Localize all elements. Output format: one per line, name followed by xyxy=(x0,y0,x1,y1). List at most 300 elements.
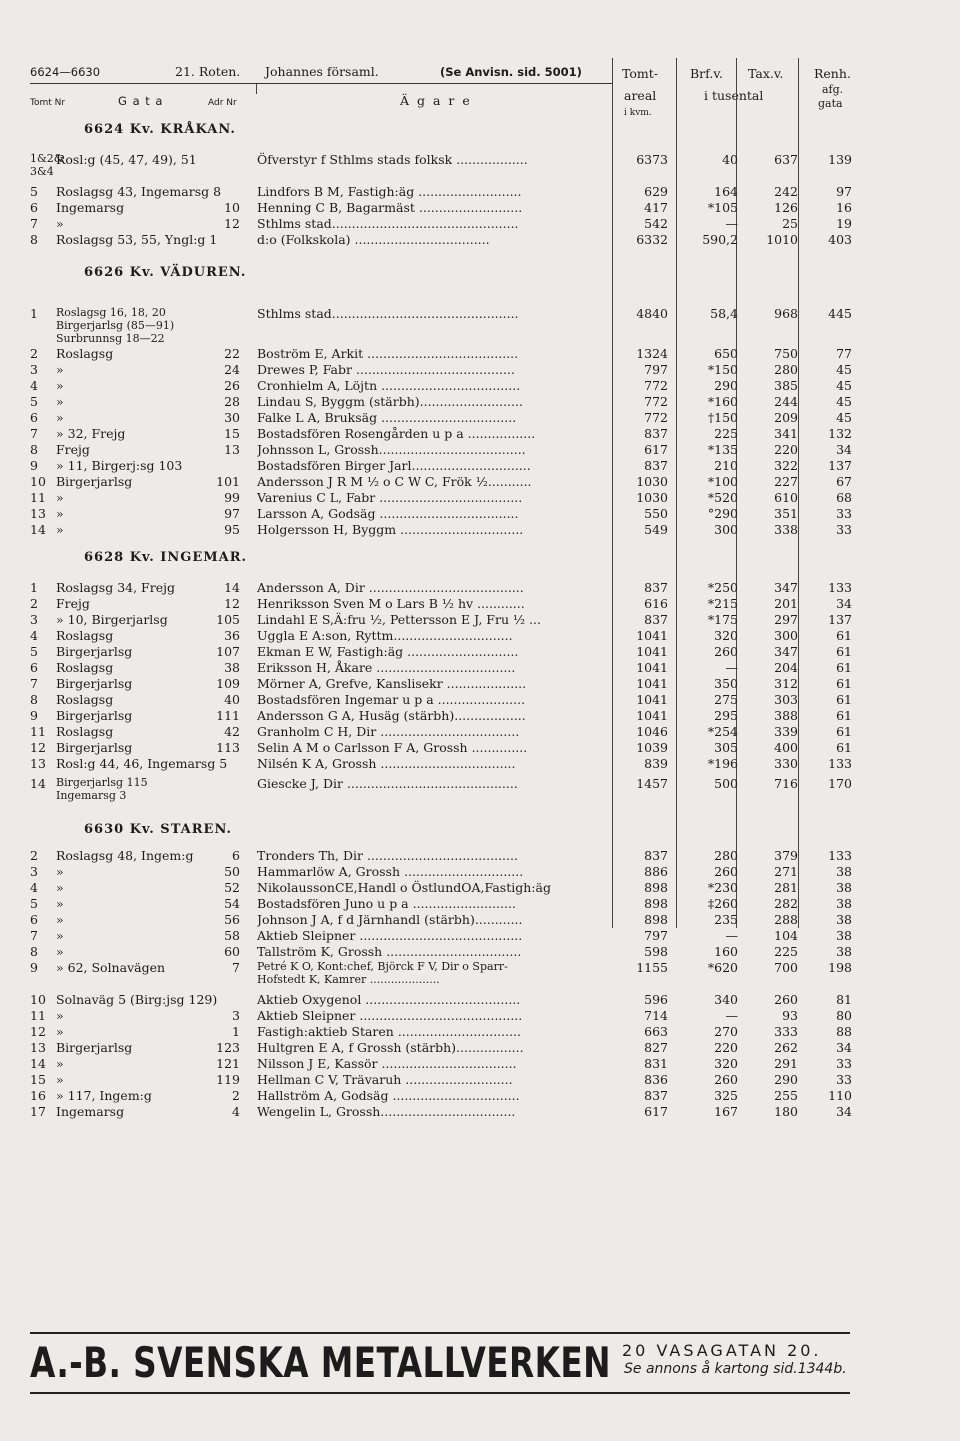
brf-value: 225 xyxy=(714,426,738,441)
header-rule xyxy=(30,83,612,84)
banner-company: A.-B. SVENSKA METALLVERKEN xyxy=(30,1338,611,1387)
area-value: 549 xyxy=(644,522,668,537)
address-number: 97 xyxy=(224,506,240,521)
owner: Aktieb Oxygenol ....................................... xyxy=(257,992,521,1007)
address-number: 123 xyxy=(216,1040,240,1055)
table-row xyxy=(0,912,960,928)
renh-value: 45 xyxy=(836,394,852,409)
tomt-number: 6 xyxy=(30,200,38,215)
tomt-number: 4 xyxy=(30,880,38,895)
table-row xyxy=(0,740,960,756)
area-value: 1041 xyxy=(636,692,668,707)
tomt-number: 7 xyxy=(30,676,38,691)
street: » xyxy=(56,362,64,377)
brf-value: *250 xyxy=(707,580,738,595)
tax-value: 290 xyxy=(774,1072,798,1087)
area-value: 837 xyxy=(644,1088,668,1103)
area-value: 837 xyxy=(644,458,668,473)
tomt-number: 9 xyxy=(30,458,38,473)
owner: Varenius C L, Fabr .................................... xyxy=(257,490,523,505)
street: » 62, Solnavägen xyxy=(56,960,166,975)
area-value: 886 xyxy=(644,864,668,879)
brf-value: 58,4 xyxy=(710,306,738,321)
brf-value: 235 xyxy=(714,912,738,927)
brf-value: *105 xyxy=(707,200,738,215)
renh-value: 133 xyxy=(828,848,852,863)
renh-value: 38 xyxy=(836,944,852,959)
address-number: 15 xyxy=(224,426,240,441)
address-number: 113 xyxy=(216,740,240,755)
table-row xyxy=(0,216,960,232)
banner-reference: Se annons å kartong sid.1344b. xyxy=(624,1361,847,1377)
area-value: 1324 xyxy=(636,346,668,361)
brf-value: 300 xyxy=(714,522,738,537)
tax-value: 126 xyxy=(774,200,798,215)
area-value: 1041 xyxy=(636,644,668,659)
tomt-number: 9 xyxy=(30,708,38,723)
renh-value: 38 xyxy=(836,928,852,943)
street: Birgerjarlsg xyxy=(56,676,133,691)
brf-value: — xyxy=(725,1008,738,1023)
street: » xyxy=(56,1056,64,1071)
tax-value: 288 xyxy=(774,912,798,927)
brf-value: — xyxy=(725,660,738,675)
brf-value: 650 xyxy=(714,346,738,361)
street: » xyxy=(56,378,64,393)
street: » xyxy=(56,1072,64,1087)
street: Birgerjarlsg xyxy=(56,474,133,489)
table-row xyxy=(0,644,960,660)
tomt-number: 14 xyxy=(30,1056,46,1071)
area-value: 542 xyxy=(644,216,668,231)
area-value: 797 xyxy=(644,362,668,377)
owner: NikolaussonCE,Handl o ÖstlundOA,Fastigh:äg xyxy=(257,880,551,895)
table-row xyxy=(0,410,960,426)
renh-value: 38 xyxy=(836,880,852,895)
address-number: 30 xyxy=(224,410,240,425)
table-row xyxy=(0,676,960,692)
tax-value: 385 xyxy=(774,378,798,393)
col-gata2: gata xyxy=(818,97,843,110)
table-row xyxy=(0,628,960,644)
tax-value: 255 xyxy=(774,1088,798,1103)
tax-value: 204 xyxy=(774,660,798,675)
brf-value: 210 xyxy=(714,458,738,473)
owner: Ekman E W, Fastigh:äg ............................ xyxy=(257,644,519,659)
tax-value: 180 xyxy=(774,1104,798,1119)
renh-value: 38 xyxy=(836,864,852,879)
table-row xyxy=(0,1024,960,1040)
brf-value: 260 xyxy=(714,864,738,879)
table-row xyxy=(0,378,960,394)
col-adrnr: Adr Nr xyxy=(208,98,237,108)
tomt-number: 11 xyxy=(30,724,46,739)
brf-value: — xyxy=(725,216,738,231)
renh-value: 133 xyxy=(828,756,852,771)
area-value: 417 xyxy=(644,200,668,215)
tomt-number: 14 xyxy=(30,522,46,537)
tomt-number: 14 xyxy=(30,776,46,791)
table-row xyxy=(0,442,960,458)
brf-value: *150 xyxy=(707,362,738,377)
brf-value: *160 xyxy=(707,394,738,409)
tax-value: 700 xyxy=(774,960,798,975)
tomt-number: 5 xyxy=(30,644,38,659)
tax-value: 341 xyxy=(774,426,798,441)
tomt-number: 13 xyxy=(30,1040,46,1055)
renh-value: 61 xyxy=(836,740,852,755)
table-row xyxy=(0,992,960,1008)
owner: Larsson A, Godsäg ................................... xyxy=(257,506,519,521)
tax-value: 338 xyxy=(774,522,798,537)
renh-value: 81 xyxy=(836,992,852,1007)
table-row xyxy=(0,1008,960,1024)
tax-value: 347 xyxy=(774,644,798,659)
address-number: 24 xyxy=(224,362,240,377)
street: Birgerjarlsg xyxy=(56,644,133,659)
brf-value: *215 xyxy=(707,596,738,611)
street: Roslagsg 34, Frejg xyxy=(56,580,175,595)
brf-value: *254 xyxy=(707,724,738,739)
renh-value: 34 xyxy=(836,1040,852,1055)
tomt-number: 8 xyxy=(30,232,38,247)
renh-value: 110 xyxy=(828,1088,852,1103)
address-number: 1 xyxy=(232,1024,240,1039)
tomt-number: 11 xyxy=(30,1008,46,1023)
tomt-number: 12 xyxy=(30,740,46,755)
street: » xyxy=(56,928,64,943)
block-title: 6628 Kv. INGEMAR. xyxy=(84,550,248,565)
street: » xyxy=(56,522,64,537)
area-value: 714 xyxy=(644,1008,668,1023)
tax-value: 244 xyxy=(774,394,798,409)
street: » xyxy=(56,880,64,895)
brf-value: *175 xyxy=(707,612,738,627)
tax-value: 333 xyxy=(774,1024,798,1039)
tax-value: 388 xyxy=(774,708,798,723)
col-tusental: i tusental xyxy=(704,88,764,103)
tomt-number: 9 xyxy=(30,960,38,975)
brf-value: 500 xyxy=(714,776,738,791)
area-value: 663 xyxy=(644,1024,668,1039)
brf-value: 305 xyxy=(714,740,738,755)
brf-value: °290 xyxy=(707,506,738,521)
address-number: 54 xyxy=(224,896,240,911)
table-row xyxy=(0,596,960,612)
banner-bottom-rule xyxy=(30,1392,850,1394)
tomt-number: 10 xyxy=(30,474,46,489)
street: Roslagsg xyxy=(56,346,114,361)
tax-value: 322 xyxy=(774,458,798,473)
tomt-number: 7 xyxy=(30,426,38,441)
address-number: 14 xyxy=(224,580,240,595)
tomt-number: 7 xyxy=(30,216,38,231)
table-row xyxy=(0,506,960,522)
tomt-number: 17 xyxy=(30,1104,46,1119)
area-value: 616 xyxy=(644,596,668,611)
tomt-number: 6 xyxy=(30,410,38,425)
renh-value: 132 xyxy=(828,426,852,441)
brf-value: 320 xyxy=(714,628,738,643)
tomt-number: 8 xyxy=(30,442,38,457)
area-value: 1041 xyxy=(636,676,668,691)
anvisn-reference: (Se Anvisn. sid. 5001) xyxy=(440,65,582,79)
owner: Boström E, Arkit ...................................... xyxy=(257,346,519,361)
renh-value: 137 xyxy=(828,612,852,627)
owner: Andersson A, Dir ....................................... xyxy=(257,580,524,595)
owner: Tallström K, Grossh .................................. xyxy=(257,944,522,959)
renh-value: 137 xyxy=(828,458,852,473)
brf-value: *520 xyxy=(707,490,738,505)
tax-value: 104 xyxy=(774,928,798,943)
address-number: 111 xyxy=(216,708,240,723)
table-row xyxy=(0,200,960,216)
owner: Johnson J A, f d Järnhandl (stärbh)............ xyxy=(257,912,523,927)
street: Roslagsg xyxy=(56,628,114,643)
brf-value: 40 xyxy=(722,152,738,167)
tomt-number: 6 xyxy=(30,912,38,927)
area-value: 898 xyxy=(644,896,668,911)
col-gata: G a t a xyxy=(118,94,164,108)
brf-value: 260 xyxy=(714,644,738,659)
address-number: 121 xyxy=(216,1056,240,1071)
address-number: 36 xyxy=(224,628,240,643)
area-value: 596 xyxy=(644,992,668,1007)
col-ikvm: i kvm. xyxy=(624,108,652,118)
tax-value: 297 xyxy=(774,612,798,627)
owner: Sthlms stad............................................... xyxy=(257,306,519,321)
owner: Hallström A, Godsäg ................................ xyxy=(257,1088,520,1103)
address-number: 13 xyxy=(224,442,240,457)
owner: Hultgren E A, f Grossh (stärbh)................. xyxy=(257,1040,524,1055)
tax-value: 330 xyxy=(774,756,798,771)
address-number: 95 xyxy=(224,522,240,537)
col-brf: Brf.v. xyxy=(690,66,723,81)
address-number: 99 xyxy=(224,490,240,505)
renh-value: 33 xyxy=(836,506,852,521)
brf-value: 325 xyxy=(714,1088,738,1103)
brf-value: 280 xyxy=(714,848,738,863)
tomt-number: 10 xyxy=(30,992,46,1007)
address-number: 12 xyxy=(224,216,240,231)
table-row xyxy=(0,960,960,986)
renh-value: 34 xyxy=(836,1104,852,1119)
owner: Granholm C H, Dir ................................... xyxy=(257,724,520,739)
brf-value: 260 xyxy=(714,1072,738,1087)
tax-value: 227 xyxy=(774,474,798,489)
owner: Henning C B, Bagarmäst .......................... xyxy=(257,200,523,215)
address-number: 119 xyxy=(216,1072,240,1087)
tomt-number: 2 xyxy=(30,346,38,361)
tax-value: 25 xyxy=(782,216,798,231)
owner: Hellman C V, Trävaruh ........................... xyxy=(257,1072,513,1087)
owner: Holgersson H, Byggm ............................... xyxy=(257,522,524,537)
area-value: 836 xyxy=(644,1072,668,1087)
tomt-number: 3 xyxy=(30,612,38,627)
table-row xyxy=(0,1088,960,1104)
street: » 11, Birgerj:sg 103 xyxy=(56,458,183,473)
table-row xyxy=(0,474,960,490)
block-title: 6624 Kv. KRÅKAN. xyxy=(84,122,236,137)
tomt-number: 16 xyxy=(30,1088,46,1103)
area-value: 827 xyxy=(644,1040,668,1055)
area-value: 837 xyxy=(644,426,668,441)
tomt-number: 3 xyxy=(30,362,38,377)
renh-value: 68 xyxy=(836,490,852,505)
area-value: 4840 xyxy=(636,306,668,321)
table-row xyxy=(0,928,960,944)
area-value: 898 xyxy=(644,912,668,927)
tax-value: 201 xyxy=(774,596,798,611)
brf-value: 350 xyxy=(714,676,738,691)
block-title: 6626 Kv. VÄDUREN. xyxy=(84,265,247,280)
street: » xyxy=(56,896,64,911)
area-value: 772 xyxy=(644,410,668,425)
owner: Falke L A, Bruksäg .................................. xyxy=(257,410,517,425)
table-row xyxy=(0,944,960,960)
banner-top-rule xyxy=(30,1332,850,1334)
renh-value: 33 xyxy=(836,1072,852,1087)
tomt-number: 2 xyxy=(30,596,38,611)
area-value: 837 xyxy=(644,612,668,627)
brf-value: 275 xyxy=(714,692,738,707)
address-number: 52 xyxy=(224,880,240,895)
owner: Bostadsfören Rosengården u p a ................. xyxy=(257,426,536,441)
street: » xyxy=(56,1024,64,1039)
tax-value: 303 xyxy=(774,692,798,707)
brf-value: *196 xyxy=(707,756,738,771)
area-value: 1039 xyxy=(636,740,668,755)
street: Roslagsg 48, Ingem:g xyxy=(56,848,194,863)
owner: Andersson J R M ½ o C W C, Frök ½........... xyxy=(257,474,532,489)
table-row xyxy=(0,346,960,362)
col-tomt: Tomt- xyxy=(622,66,658,81)
brf-value: 220 xyxy=(714,1040,738,1055)
owner: Hammarlöw A, Grossh .............................. xyxy=(257,864,524,879)
table-row xyxy=(0,394,960,410)
street: » xyxy=(56,864,64,879)
street: » xyxy=(56,506,64,521)
renh-value: 97 xyxy=(836,184,852,199)
col-afg: afg. xyxy=(822,83,844,96)
tomt-number: 8 xyxy=(30,944,38,959)
brf-value: 167 xyxy=(714,1104,738,1119)
tax-value: 280 xyxy=(774,362,798,377)
owner: Wengelin L, Grossh.................................. xyxy=(257,1104,516,1119)
forsamling: Johannes församl. xyxy=(265,64,379,79)
owner: Lindahl E S,Ä:fru ½, Pettersson E J, Fru ½ ... xyxy=(257,612,541,627)
col-tomtnr: Tomt Nr xyxy=(30,98,66,108)
table-row xyxy=(0,232,960,248)
tomt-number: 2 xyxy=(30,848,38,863)
brf-value: 295 xyxy=(714,708,738,723)
owner: Andersson G A, Husäg (stärbh).................. xyxy=(257,708,526,723)
area-value: 839 xyxy=(644,756,668,771)
address-number: 107 xyxy=(216,644,240,659)
street: Birgerjarlsg xyxy=(56,1040,133,1055)
address-number: 56 xyxy=(224,912,240,927)
renh-value: 34 xyxy=(836,442,852,457)
street: » xyxy=(56,944,64,959)
renh-value: 19 xyxy=(836,216,852,231)
renh-value: 61 xyxy=(836,692,852,707)
renh-value: 34 xyxy=(836,596,852,611)
table-row xyxy=(0,1056,960,1072)
renh-value: 33 xyxy=(836,522,852,537)
address-number: 7 xyxy=(232,960,240,975)
brf-value: — xyxy=(725,928,738,943)
brf-value: *135 xyxy=(707,442,738,457)
owner: Uggla E A:son, Ryttm.............................. xyxy=(257,628,513,643)
address-number: 50 xyxy=(224,864,240,879)
owner: Johnsson L, Grossh..................................... xyxy=(257,442,526,457)
tomt-number: 3 xyxy=(30,864,38,879)
street: Rosl:g (45, 47, 49), 51 xyxy=(56,152,197,167)
owner: Lindau S, Byggm (stärbh).......................... xyxy=(257,394,523,409)
street: Roslagsg xyxy=(56,692,114,707)
table-row xyxy=(0,848,960,864)
table-row xyxy=(0,184,960,200)
street: Birgerjarlsg xyxy=(56,740,133,755)
table-row xyxy=(0,458,960,474)
address-number: 28 xyxy=(224,394,240,409)
table-row xyxy=(0,724,960,740)
col-agare: Ä g a r e xyxy=(400,93,472,108)
owner: Aktieb Sleipner ......................................... xyxy=(257,1008,523,1023)
table-row xyxy=(0,306,960,345)
owner: Aktieb Sleipner ......................................... xyxy=(257,928,523,943)
table-row xyxy=(0,896,960,912)
renh-value: 33 xyxy=(836,1056,852,1071)
owner: Fastigh:aktieb Staren ............................... xyxy=(257,1024,522,1039)
tax-value: 300 xyxy=(774,628,798,643)
street: Roslagsg 16, 18, 20 Birgerjarlsg (85—91) Surbrunnsg 18—22 xyxy=(56,306,175,345)
renh-value: 38 xyxy=(836,896,852,911)
street: » xyxy=(56,912,64,927)
renh-value: 16 xyxy=(836,200,852,215)
tax-value: 209 xyxy=(774,410,798,425)
address-number: 2 xyxy=(232,1088,240,1103)
street: Frejg xyxy=(56,442,90,457)
tax-value: 312 xyxy=(774,676,798,691)
tax-value: 347 xyxy=(774,580,798,595)
area-value: 797 xyxy=(644,928,668,943)
tomt-number: 12 xyxy=(30,1024,46,1039)
street: Rosl:g 44, 46, Ingemarsg 5 xyxy=(56,756,228,771)
brf-value: †150 xyxy=(707,410,738,425)
tax-value: 291 xyxy=(774,1056,798,1071)
renh-value: 61 xyxy=(836,660,852,675)
renh-value: 61 xyxy=(836,644,852,659)
street: Roslagsg 53, 55, Yngl:g 1 xyxy=(56,232,218,247)
address-number: 40 xyxy=(224,692,240,707)
address-number: 58 xyxy=(224,928,240,943)
tax-value: 610 xyxy=(774,490,798,505)
area-value: 1030 xyxy=(636,474,668,489)
renh-value: 133 xyxy=(828,580,852,595)
block-title: 6630 Kv. STAREN. xyxy=(84,822,233,837)
tax-value: 400 xyxy=(774,740,798,755)
area-value: 831 xyxy=(644,1056,668,1071)
address-number: 42 xyxy=(224,724,240,739)
renh-value: 403 xyxy=(828,232,852,247)
brf-value: *100 xyxy=(707,474,738,489)
address-number: 10 xyxy=(224,200,240,215)
renh-value: 45 xyxy=(836,362,852,377)
tax-value: 968 xyxy=(774,306,798,321)
area-value: 837 xyxy=(644,848,668,863)
area-value: 617 xyxy=(644,1104,668,1119)
